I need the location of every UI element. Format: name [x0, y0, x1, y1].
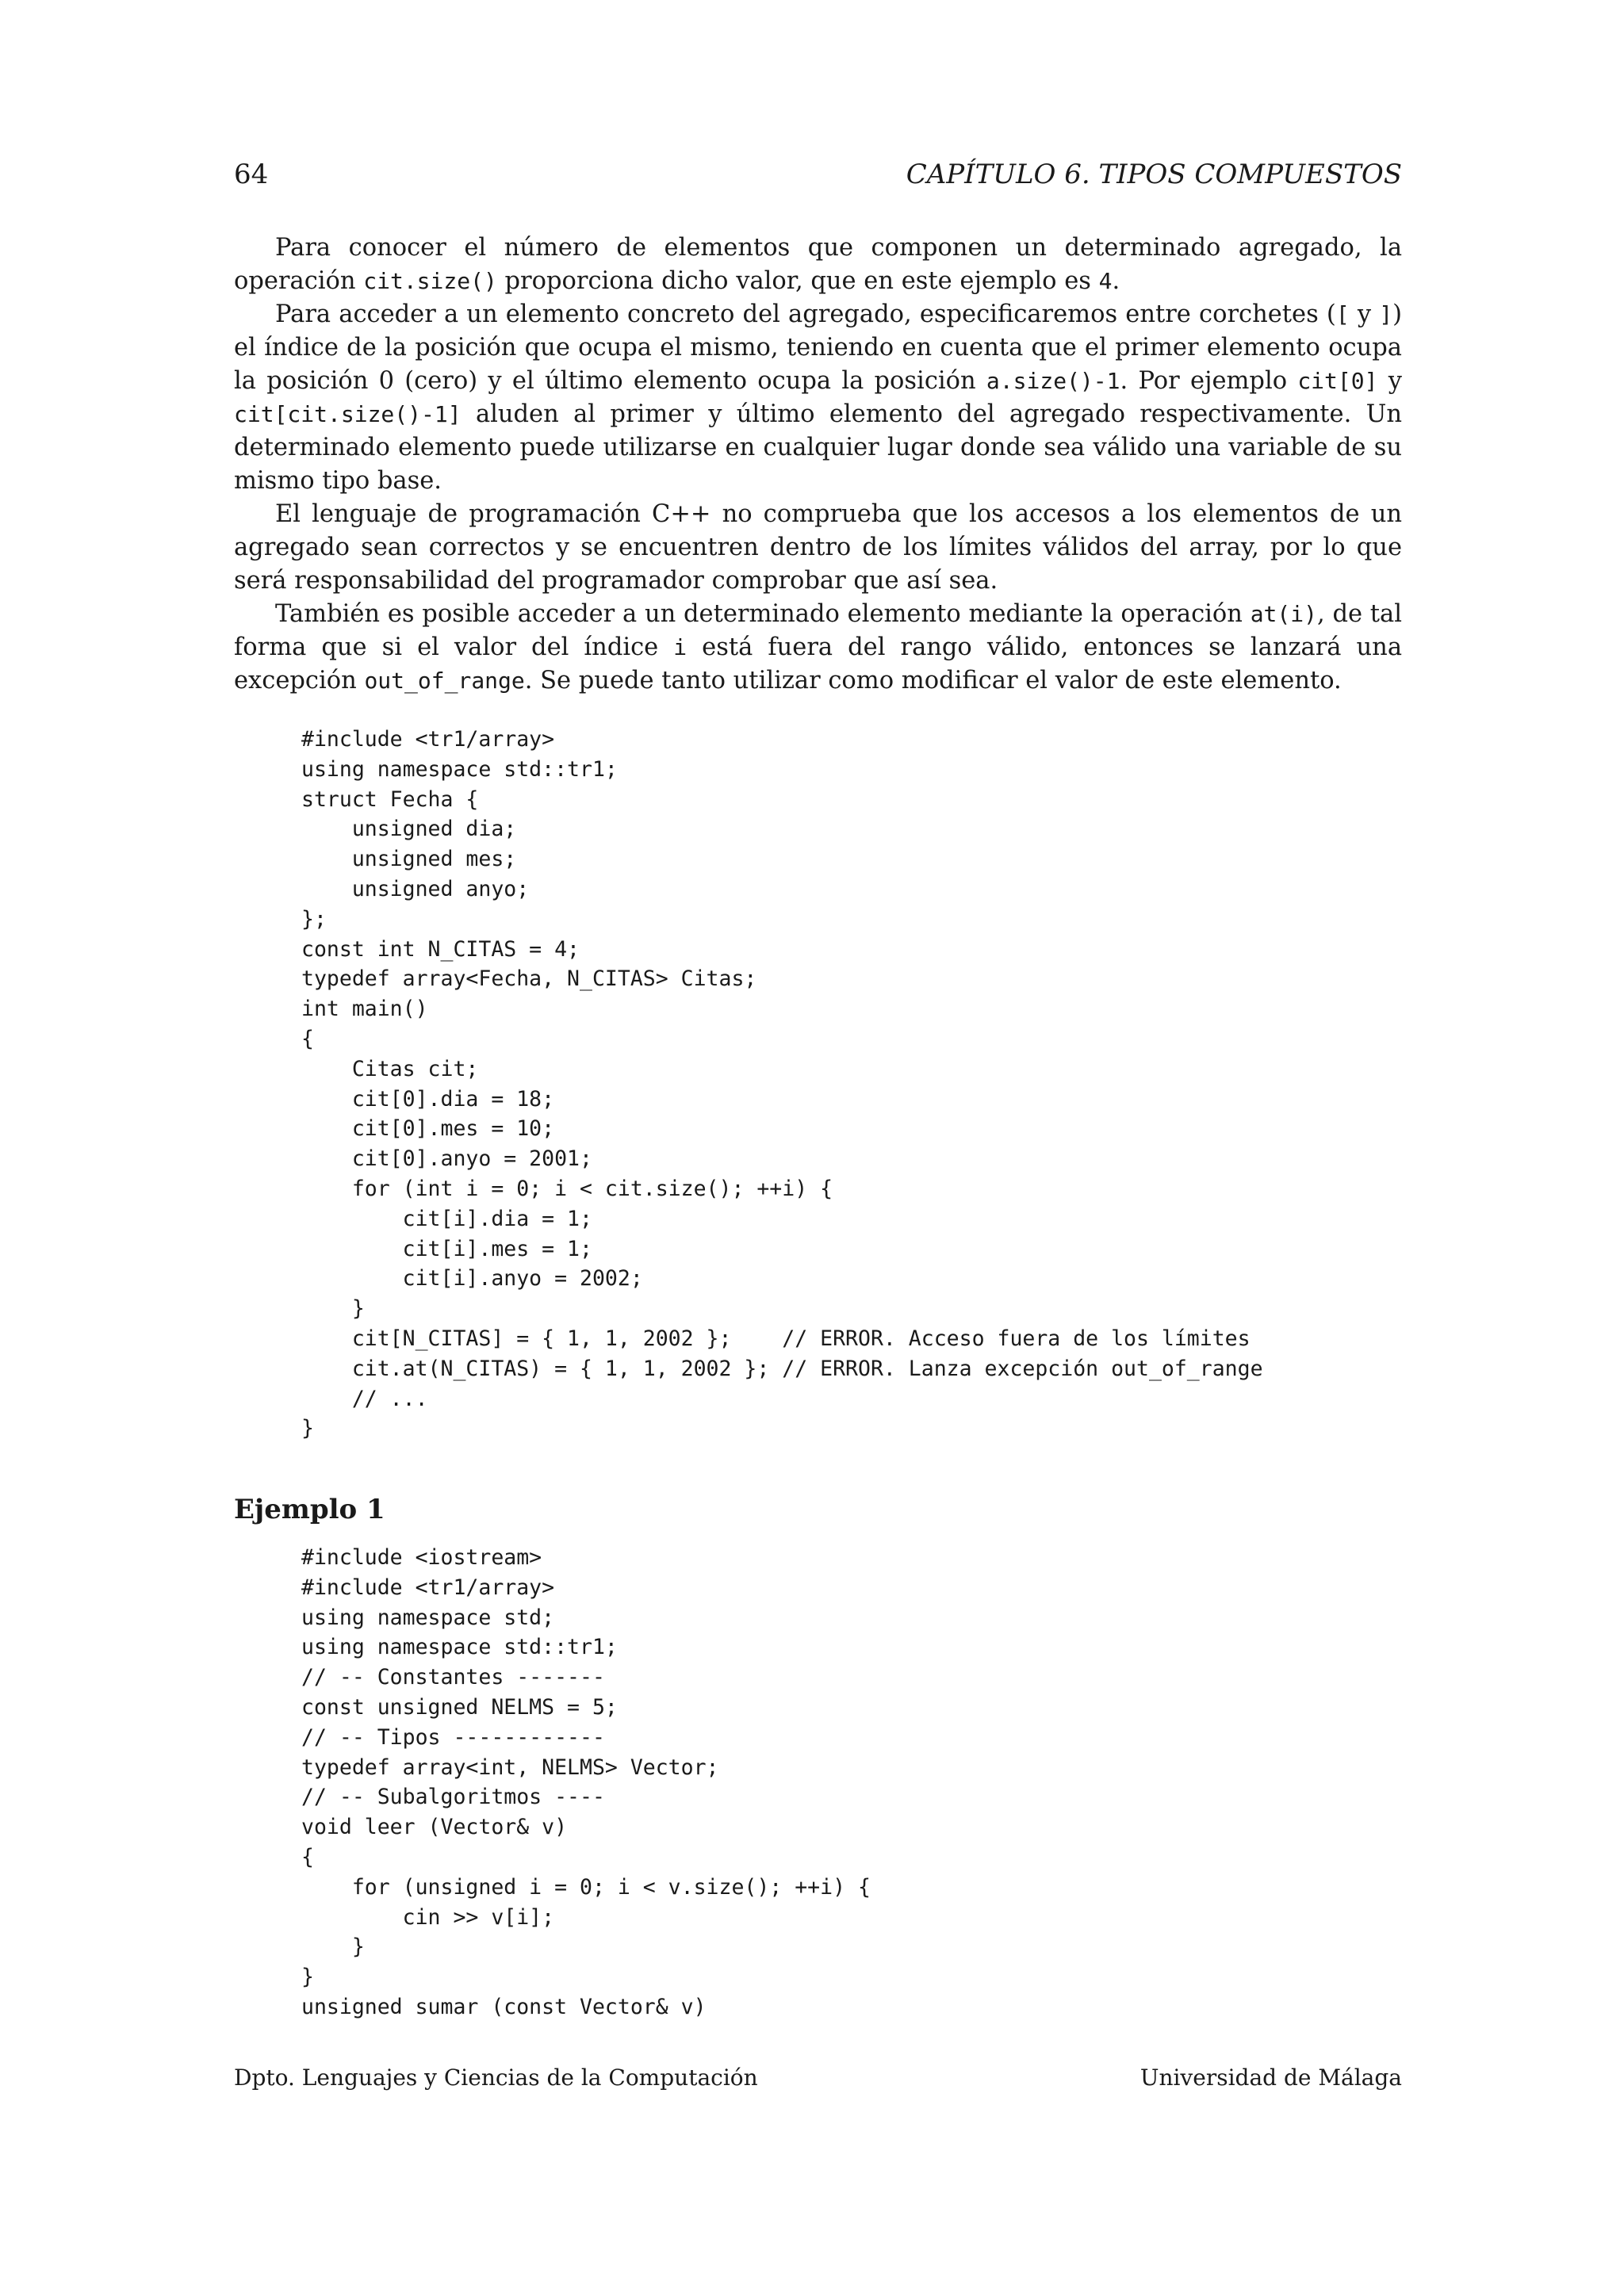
body-text — [234, 232, 1402, 698]
paragraph-at — [234, 598, 1402, 698]
paragraph-text: . Por ejemplo — [1120, 367, 1298, 395]
inline-code: at(i) — [1250, 601, 1317, 627]
paragraph-text: También es posible acceder a un determinado elemento mediante la operación — [275, 600, 1251, 628]
paragraph-text: aluden al primer y último elemento del agregado respectivamente. Un determinado elemento puede utilizarse en cualquier lugar donde sea válido una variable de su mismo tipo base. — [234, 400, 1402, 495]
paragraph-text: . Se puede tanto utilizar como modificar el valor de este elemento. — [524, 667, 1342, 695]
inline-code: i — [673, 634, 688, 660]
paragraph-text: , de tal forma que si el valor del índice — [234, 600, 1402, 661]
inline-code: a.size()-1 — [986, 368, 1120, 394]
code-block-ejemplo-1: #include <iostream> #include <tr1/array> using namespace std; using namespace std::tr1; // -- Constantes ------- const unsigned NELMS = 5; // -- Tipos ------------ typedef array<int, NELMS> Vector; // -- Subalgoritmos ---- void leer (Vector& v) { for (unsigned i = 0; i < v.size(); ++i) { cin >> v[i]; } } unsigned sumar (const Vector& v) — [301, 1545, 871, 2019]
inline-code: cit[0] — [1297, 368, 1378, 394]
paragraph-text: proporciona dicho valor, que en este ejemplo es — [496, 267, 1099, 295]
inline-code: ] — [1379, 301, 1393, 327]
inline-code: cit.size() — [363, 268, 497, 294]
paragraph-text: y — [1377, 367, 1402, 395]
footer-department: Dpto. Lenguajes y Ciencias de la Computación — [234, 2064, 758, 2091]
page-number: 64 — [234, 159, 269, 190]
footer-university: Universidad de Málaga — [1139, 2064, 1402, 2091]
inline-code: cit[cit.size()-1] — [234, 401, 462, 427]
paragraph-text: ) el índice de la posición que ocupa el mismo, teniendo en cuenta que el primer elemento ocupa la posición 0 (cero) y el último elemento ocupa la posición — [234, 300, 1402, 395]
paragraph-text: Para acceder a un elemento concreto del agregado, especificaremos entre corchetes ( — [275, 300, 1336, 328]
running-head: CAPÍTULO 6. TIPOS COMPUESTOS — [906, 159, 1402, 190]
inline-code: out_of_range — [364, 668, 525, 694]
paragraph-text: El lenguaje de programación C++ no comprueba que los accesos a los elementos de un agregado sean correctos y se encuentren dentro de los límites válidos del array, por lo que será responsabilidad del programador comprobar que así sea. — [234, 500, 1402, 595]
section-heading: Ejemplo 1 — [234, 1494, 385, 1525]
paragraph-text: . — [1112, 267, 1120, 295]
paragraph-bounds — [234, 498, 1402, 598]
paragraph-size — [234, 232, 1402, 298]
paragraph-text: Para conocer el número de elementos que componen un determinado agregado, la operación — [234, 234, 1402, 295]
inline-code: 4 — [1098, 268, 1113, 294]
code-block-citas: #include <tr1/array> using namespace std::tr1; struct Fecha { unsigned dia; unsigned mes; unsigned anyo; }; const int N_CITAS = 4; typedef array<Fecha, N_CITAS> Citas; int main() { Citas cit; cit[0].dia = 18; cit[0].mes = 10; cit[0].anyo = 2001; for (int i = 0; i < cit.size(); ++i) { cit[i].dia = 1; cit[i].mes = 1; cit[i].anyo = 2002; } cit[N_CITAS] = { 1, 1, 2002 }; // ERROR. Acceso fuera de los límites cit.at(N_CITAS) = { 1, 1, 2002 }; // ERROR. Lanza excepción out_of_range // ... } — [301, 727, 1263, 1441]
inline-code: [ — [1335, 301, 1350, 327]
paragraph-text: está fuera del rango válido, entonces se lanzará una excepción — [234, 633, 1402, 695]
paragraph-text: y — [1349, 300, 1380, 328]
paragraph-access — [234, 298, 1402, 498]
